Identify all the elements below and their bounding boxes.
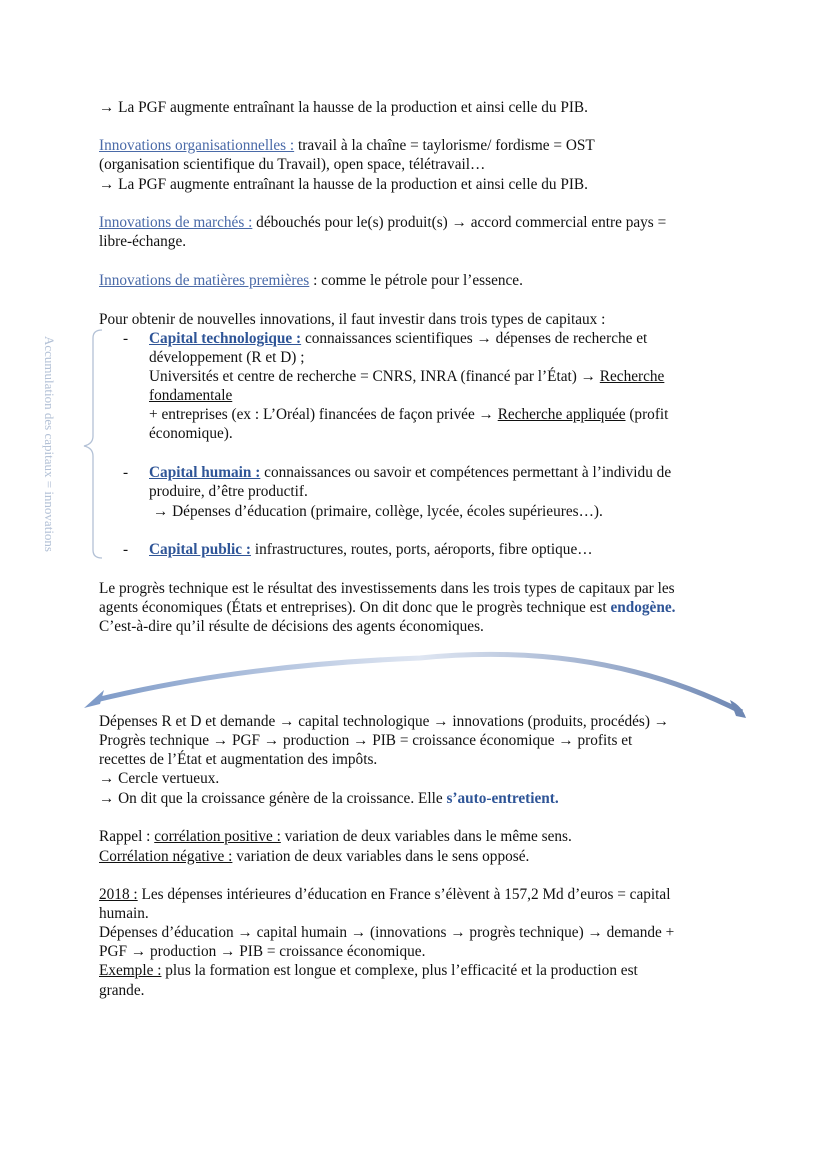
text: Rappel : <box>99 828 155 845</box>
text: + entreprises (ex : L’Oréal) financées de façon privée → <box>149 406 498 423</box>
text: connaissances scientifiques → dépenses de recherche et <box>301 330 648 347</box>
text: variation de deux variables dans le sens opposé. <box>232 848 530 865</box>
heading-organisational: Innovations organisationnelles : <box>99 137 295 154</box>
text-line: Dépenses R et D et demande → capital technologique → innovations (produits, procédés) → <box>99 713 670 730</box>
text-line: Dépenses d’éducation → capital humain → (innovations → progrès technique) → demande + <box>99 924 675 941</box>
text-line <box>99 847 529 867</box>
text-line: recettes de l’État et augmentation des impôts. <box>99 751 378 768</box>
text-line: grande. <box>99 982 145 999</box>
heading-capital-public: Capital public : <box>149 541 251 558</box>
text: agents économiques (États et entreprises). On dit donc que le progrès technique est <box>99 599 611 616</box>
bullet: - <box>123 464 129 481</box>
text-line: Progrès technique → PGF → production → PIB = croissance économique → profits et <box>99 732 633 749</box>
bullet: - <box>123 330 129 347</box>
text-line <box>99 961 638 981</box>
text: plus la formation est longue et complexe, plus l’efficacité et la production est <box>161 962 638 979</box>
keyword-endogene: endogène. <box>610 599 676 616</box>
text: → On dit que la croissance génère de la croissance. Elle <box>99 790 447 807</box>
text-line <box>99 827 572 847</box>
text-line: économique). <box>149 425 233 442</box>
text-line: fondamentale <box>149 387 233 404</box>
text: Universités et centre de recherche = CNRS, INRA (financé par l’État) → <box>149 368 600 385</box>
side-label: Accumulation des capitaux = innovations <box>42 335 57 552</box>
text: travail à la chaîne = taylorisme/ fordisme = OST <box>294 137 595 154</box>
text: corrélation positive : <box>154 828 281 845</box>
text-line: → La PGF augmente entraînant la hausse de la production et ainsi celle du PIB. <box>99 99 588 116</box>
text-line: produire, d’être productif. <box>149 483 308 500</box>
text: Exemple : <box>99 962 162 979</box>
text: 2018 : <box>99 886 138 903</box>
heading-capital-tech: Capital technologique : <box>149 330 302 347</box>
text-line: → La PGF augmente entraînant la hausse de la production et ainsi celle du PIB. <box>99 176 588 193</box>
text-line: (organisation scientifique du Travail), open space, télétravail… <box>99 156 486 173</box>
text: Recherche appliquée <box>497 406 626 423</box>
text-line: libre-échange. <box>99 233 187 250</box>
text-line: humain. <box>99 905 149 922</box>
text: Les dépenses intérieures d’éducation en France s’élèvent à 157,2 Md d’euros = capital <box>137 886 671 903</box>
text: variation de deux variables dans le même sens. <box>280 828 572 845</box>
text-line: C’est-à-dire qu’il résulte de décisions des agents économiques. <box>99 618 484 635</box>
text-line: Pour obtenir de nouvelles innovations, il faut investir dans trois types de capitaux : <box>99 311 606 328</box>
text-line: PGF → production → PIB = croissance économique. <box>99 943 426 960</box>
text: connaissances ou savoir et compétences permettant à l’individu de <box>260 464 672 481</box>
text-line <box>99 885 670 905</box>
heading-raw-materials: Innovations de matières premières <box>99 272 310 289</box>
keyword-auto-entretient: s’auto-entretient. <box>446 790 559 807</box>
bullet: - <box>123 541 129 558</box>
text-line: → Dépenses d’éducation (primaire, collège, lycée, écoles supérieures…). <box>153 503 603 520</box>
text: débouchés pour le(s) produit(s) → accord commercial entre pays = <box>252 214 667 231</box>
text-line: développement (R et D) ; <box>149 349 305 366</box>
text: infrastructures, routes, ports, aéroports, fibre optique… <box>251 541 593 558</box>
heading-capital-human: Capital humain : <box>149 464 261 481</box>
text: Recherche <box>599 368 665 385</box>
text-line <box>99 789 559 809</box>
text: : comme le pétrole pour l’essence. <box>309 272 523 289</box>
text-line: Le progrès technique est le résultat des investissements dans les trois types de capitaux par les <box>99 580 675 597</box>
text: (profit <box>625 406 669 423</box>
text-line: → Cercle vertueux. <box>99 770 220 787</box>
text: Corrélation négative : <box>99 848 233 865</box>
heading-markets: Innovations de marchés : <box>99 214 253 231</box>
